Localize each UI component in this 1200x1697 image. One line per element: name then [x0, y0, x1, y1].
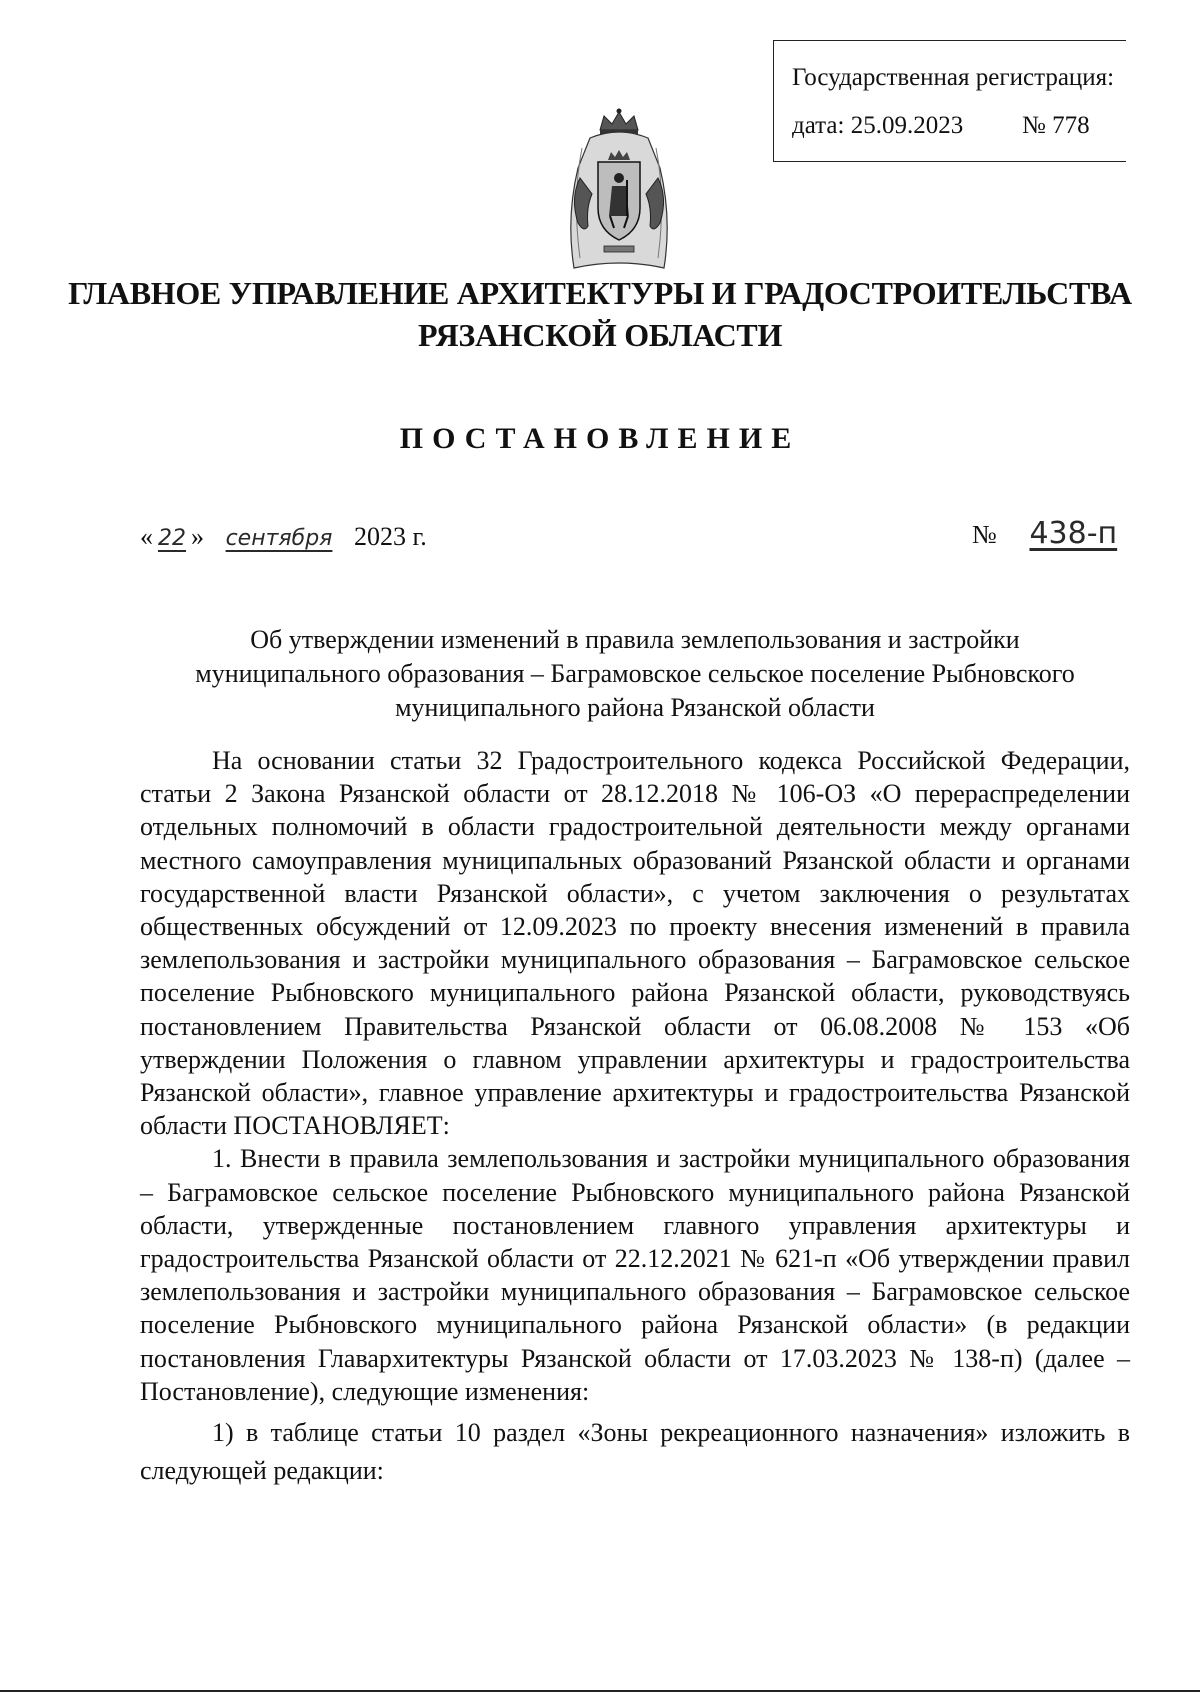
- registration-number: № 778: [1022, 112, 1090, 139]
- subitem-1-paragraph: 1) в таблице статьи 10 раздел «Зоны рекреационного назначения» изложить в следующей редакции:: [140, 1418, 1130, 1486]
- organization-name-line1: ГЛАВНОЕ УПРАВЛЕНИЕ АРХИТЕКТУРЫ И ГРАДОСТРОИТЕЛЬСТВА: [68, 275, 1132, 311]
- date-year: 2023 г.: [354, 522, 427, 551]
- organization-name-line2: РЯЗАНСКОЙ ОБЛАСТИ: [417, 317, 783, 353]
- date-close-quote: »: [191, 522, 204, 551]
- document-body: [140, 744, 1130, 1490]
- page-bottom-rule: [0, 1690, 1200, 1692]
- subject-line2: муниципального образования – Баграмовское сельское поселение Рыбновского: [195, 659, 1075, 688]
- document-subject: [140, 623, 1130, 725]
- registration-date: дата: 25.09.2023: [792, 112, 964, 139]
- registration-title: Государственная регистрация:: [792, 64, 1115, 91]
- date-open-quote: «: [140, 522, 153, 551]
- document-number: [972, 516, 1143, 551]
- subject-line1: Об утверждении изменений в правила землепользования и застройки: [250, 625, 1020, 654]
- date-month-handwritten: сентября: [225, 526, 333, 551]
- item-1-paragraph: 1. Внести в правила землепользования и застройки муниципального образования – Баграмовское сельское поселение Рыбновского муниципального района Рязанской области, утвержденные постановлением главного управления архитектуры и градостроительства Рязанской области от 22.12.2021 № 621-п «Об утверждении правил землепользования и застройки муниципального образования – Баграмовское сельское поселение Рыбновского муниципального района Рязанской области» (в редакции постановления Главархитектуры Рязанской области от 17.03.2023 № 138-п) (далее – Постановление), следующие изменения:: [140, 1144, 1130, 1406]
- registration-stamp: [773, 40, 1126, 162]
- document-date: [140, 522, 427, 552]
- date-day-handwritten: 22: [158, 526, 186, 551]
- number-prefix: №: [972, 520, 997, 549]
- document-type: ПОСТАНОВЛЕНИЕ: [399, 422, 801, 455]
- preamble-paragraph: На основании статьи 32 Градостроительного кодекса Российской Федерации, статьи 2 Закона Рязанской области от 28.12.2018 № 106-ОЗ «О перераспределении отдельных полномочий в области градостроительной деятельности между органами местного самоуправления муниципальных образований Рязанской области и органами государственной власти Рязанской области», с учетом заключения о результатах общественных обсуждений от 12.09.2023 по проекту внесения изменений в правила землепользования и застройки муниципального образования – Баграмовское сельское поселение Рыбновского муниципального района Рязанской области, руководствуясь постановлением Правительства Рязанской области от 06.08.2008 № 153 «Об утверждении Положения о главном управлении архитектуры и градостроительства Рязанской области», главное управление архитектуры и градостроительства Рязанской области ПОСТАНОВЛЯЕТ:: [140, 746, 1130, 1141]
- number-value-handwritten: 438-п: [1029, 516, 1118, 551]
- organization-name: [0, 272, 1200, 356]
- subject-line3: муниципального района Рязанской области: [395, 693, 875, 722]
- ryazan-coat-of-arms-icon: [560, 108, 678, 278]
